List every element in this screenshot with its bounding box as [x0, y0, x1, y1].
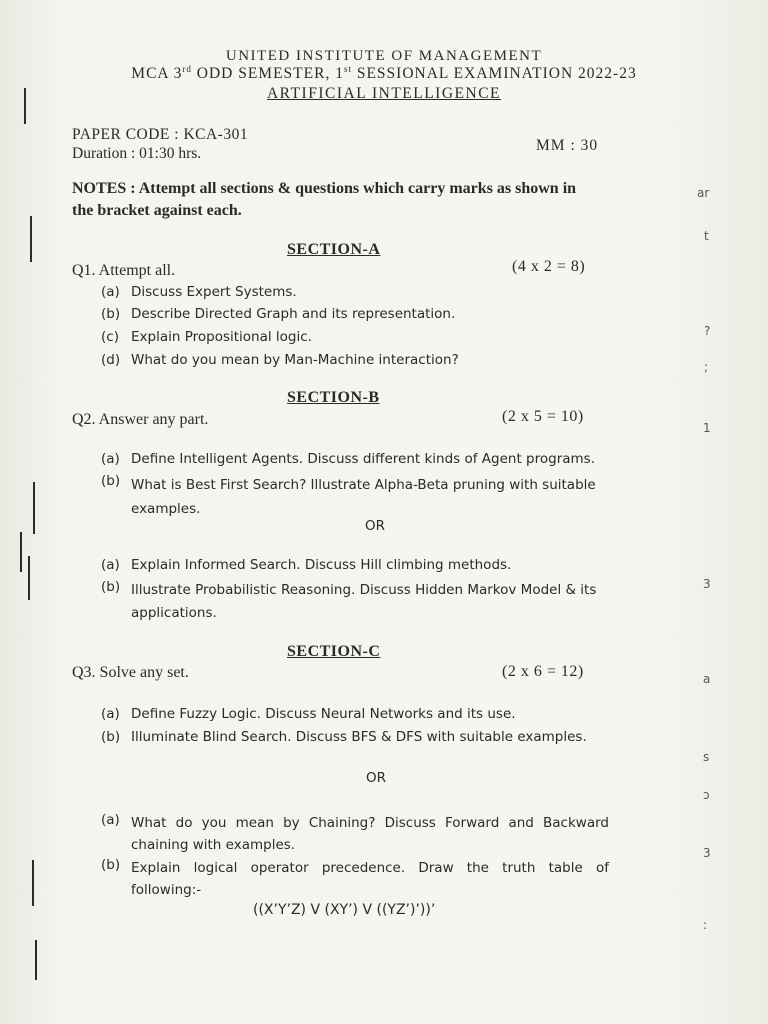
notes: NOTES : Attempt all sections & questions which carry marks as shown in the bracket against each.	[72, 180, 577, 219]
section-b-title: SECTION-B	[287, 389, 380, 406]
q2-or-divider: OR	[365, 518, 386, 534]
section-a-title: SECTION-A	[287, 241, 381, 258]
section-c-title: SECTION-C	[287, 643, 381, 660]
q3-marks: (2 x 6 = 12)	[502, 663, 584, 680]
edge-fragment: 3	[703, 577, 711, 591]
truth-table-formula: ((X’Y’Z) V (XY’) V ((YZ’)’))’	[253, 902, 436, 918]
edge-fragment: 3	[703, 846, 711, 860]
q1-item-d: (d) What do you mean by Man-Machine interaction?	[101, 352, 459, 368]
edge-fragment: ɔ	[703, 788, 710, 802]
paper-code: PAPER CODE : KCA-301	[72, 126, 249, 143]
max-marks: MM : 30	[536, 137, 599, 154]
subject-title: ARTIFICIAL INTELLIGENCE	[266, 85, 502, 102]
q2-set2-item-b: (b) Illustrate Probabilistic Reasoning. Discuss Hidden Markov Model & its applications.	[101, 579, 597, 621]
margin-mark	[24, 88, 26, 124]
edge-fragment: ar	[697, 186, 710, 200]
q1-item-b: (b) Describe Directed Graph and its representation.	[101, 306, 456, 322]
q1-item-a: (a) Discuss Expert Systems.	[101, 284, 297, 300]
q3-set1-item-a: (a) Define Fuzzy Logic. Discuss Neural Networks and its use.	[101, 706, 516, 722]
q2-set1-item-b: (b) What is Best First Search? Illustrate Alpha-Beta pruning with suitable examples.	[101, 473, 596, 517]
q3-set2-item-a: (a) What do you mean by Chaining? Discuss Forward and Backward chaining with examples.	[101, 812, 609, 853]
q2-instruction: Q2. Answer any part.	[72, 411, 209, 428]
margin-mark	[30, 216, 32, 262]
q1-marks: (4 x 2 = 8)	[512, 258, 586, 275]
q3-or-divider: OR	[366, 770, 387, 786]
q1-item-c: (c) Explain Propositional logic.	[101, 329, 312, 345]
margin-mark	[35, 940, 37, 980]
q3-set1-item-b: (b) Illuminate Blind Search. Discuss BFS & DFS with suitable examples.	[101, 729, 587, 745]
q2-set2-item-a: (a) Explain Informed Search. Discuss Hill climbing methods.	[101, 557, 512, 573]
q3-set2-item-b: (b) Explain logical operator precedence. Draw the truth table of following:-	[101, 857, 609, 898]
margin-mark	[20, 532, 22, 572]
edge-fragment: s	[703, 750, 710, 764]
margin-mark	[32, 860, 34, 906]
institute-name: UNITED INSTITUTE OF MANAGEMENT	[225, 48, 543, 64]
edge-fragment: 1	[703, 421, 711, 435]
q2-set1-item-a: (a) Define Intelligent Agents. Discuss different kinds of Agent programs.	[101, 451, 596, 467]
edge-fragment: t	[704, 229, 709, 243]
edge-fragment: a	[703, 672, 711, 686]
exam-title: MCA 3rd ODD SEMESTER, 1st SESSIONAL EXAMINATION 2022-23	[131, 64, 637, 83]
q1-instruction: Q1. Attempt all.	[72, 262, 176, 279]
duration: Duration : 01:30 hrs.	[72, 145, 202, 162]
edge-fragment: ?	[704, 324, 711, 338]
margin-mark	[28, 556, 30, 600]
q2-marks: (2 x 5 = 10)	[502, 408, 584, 425]
edge-fragment: :	[703, 918, 708, 932]
margin-mark	[33, 482, 35, 534]
q3-instruction: Q3. Solve any set.	[72, 664, 189, 681]
edge-fragment: ;	[704, 360, 709, 374]
